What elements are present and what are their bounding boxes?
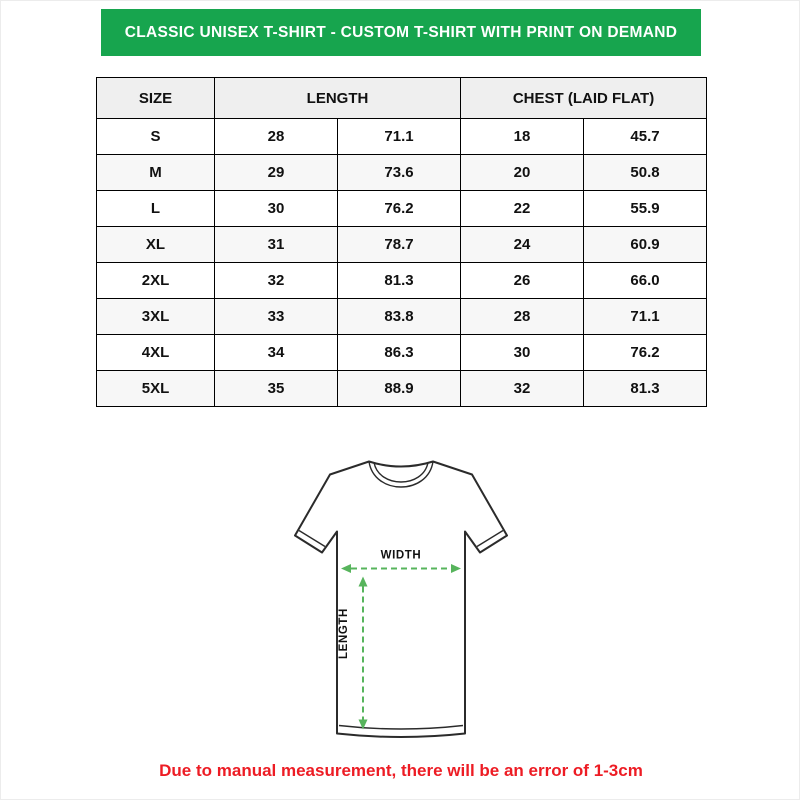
page-title: CLASSIC UNISEX T-SHIRT - CUSTOM T-SHIRT WITH PRINT ON DEMAND xyxy=(124,23,678,41)
table-row xyxy=(97,263,707,299)
cell-length-in: 29 xyxy=(215,155,338,191)
cell-chest-in: 22 xyxy=(461,191,584,227)
tshirt-outline-drawing xyxy=(271,441,531,751)
cell-size: 3XL xyxy=(97,299,215,335)
table-row xyxy=(97,299,707,335)
measurement-note: Due to manual measurement, there will be an error of 1-3cm xyxy=(159,761,643,780)
cell-size: 4XL xyxy=(97,335,215,371)
cell-length-cm: 83.8 xyxy=(338,299,461,335)
cell-chest-in: 26 xyxy=(461,263,584,299)
cell-size: XL xyxy=(97,227,215,263)
header-size: SIZE xyxy=(97,78,215,119)
cell-length-cm: 76.2 xyxy=(338,191,461,227)
cell-length-in: 30 xyxy=(215,191,338,227)
cell-size: 2XL xyxy=(97,263,215,299)
cell-chest-cm: 55.9 xyxy=(584,191,707,227)
cell-length-cm: 81.3 xyxy=(338,263,461,299)
cell-chest-cm: 71.1 xyxy=(584,299,707,335)
width-label: WIDTH xyxy=(380,549,422,562)
cell-chest-cm: 60.9 xyxy=(584,227,707,263)
cell-length-cm: 73.6 xyxy=(338,155,461,191)
cell-chest-in: 32 xyxy=(461,371,584,407)
cell-length-in: 28 xyxy=(215,119,338,155)
cell-chest-cm: 66.0 xyxy=(584,263,707,299)
cell-length-in: 33 xyxy=(215,299,338,335)
header-chest: CHEST (LAID FLAT) xyxy=(461,78,707,119)
cell-length-in: 32 xyxy=(215,263,338,299)
cell-length-cm: 71.1 xyxy=(338,119,461,155)
cell-length-in: 35 xyxy=(215,371,338,407)
cell-length-cm: 88.9 xyxy=(338,371,461,407)
table-row xyxy=(97,191,707,227)
cell-chest-cm: 81.3 xyxy=(584,371,707,407)
cell-chest-in: 28 xyxy=(461,299,584,335)
cell-size: S xyxy=(97,119,215,155)
table-row xyxy=(97,155,707,191)
table-row xyxy=(97,371,707,407)
cell-size: 5XL xyxy=(97,371,215,407)
length-label: LENGTH xyxy=(338,608,350,659)
cell-length-in: 34 xyxy=(215,335,338,371)
table-row xyxy=(97,119,707,155)
cell-chest-cm: 45.7 xyxy=(584,119,707,155)
cell-chest-cm: 50.8 xyxy=(584,155,707,191)
size-table xyxy=(96,77,707,407)
tshirt-measurement-diagram xyxy=(271,441,531,751)
tshirt-outline xyxy=(295,462,507,738)
cell-length-cm: 78.7 xyxy=(338,227,461,263)
cell-size: L xyxy=(97,191,215,227)
cell-length-cm: 86.3 xyxy=(338,335,461,371)
cell-size: M xyxy=(97,155,215,191)
table-row xyxy=(97,227,707,263)
cell-length-in: 31 xyxy=(215,227,338,263)
table-header-row xyxy=(97,78,707,119)
cell-chest-cm: 76.2 xyxy=(584,335,707,371)
title-banner xyxy=(101,9,701,56)
header-length: LENGTH xyxy=(215,78,461,119)
cell-chest-in: 30 xyxy=(461,335,584,371)
cell-chest-in: 18 xyxy=(461,119,584,155)
cell-chest-in: 24 xyxy=(461,227,584,263)
cell-chest-in: 20 xyxy=(461,155,584,191)
table-row xyxy=(97,335,707,371)
